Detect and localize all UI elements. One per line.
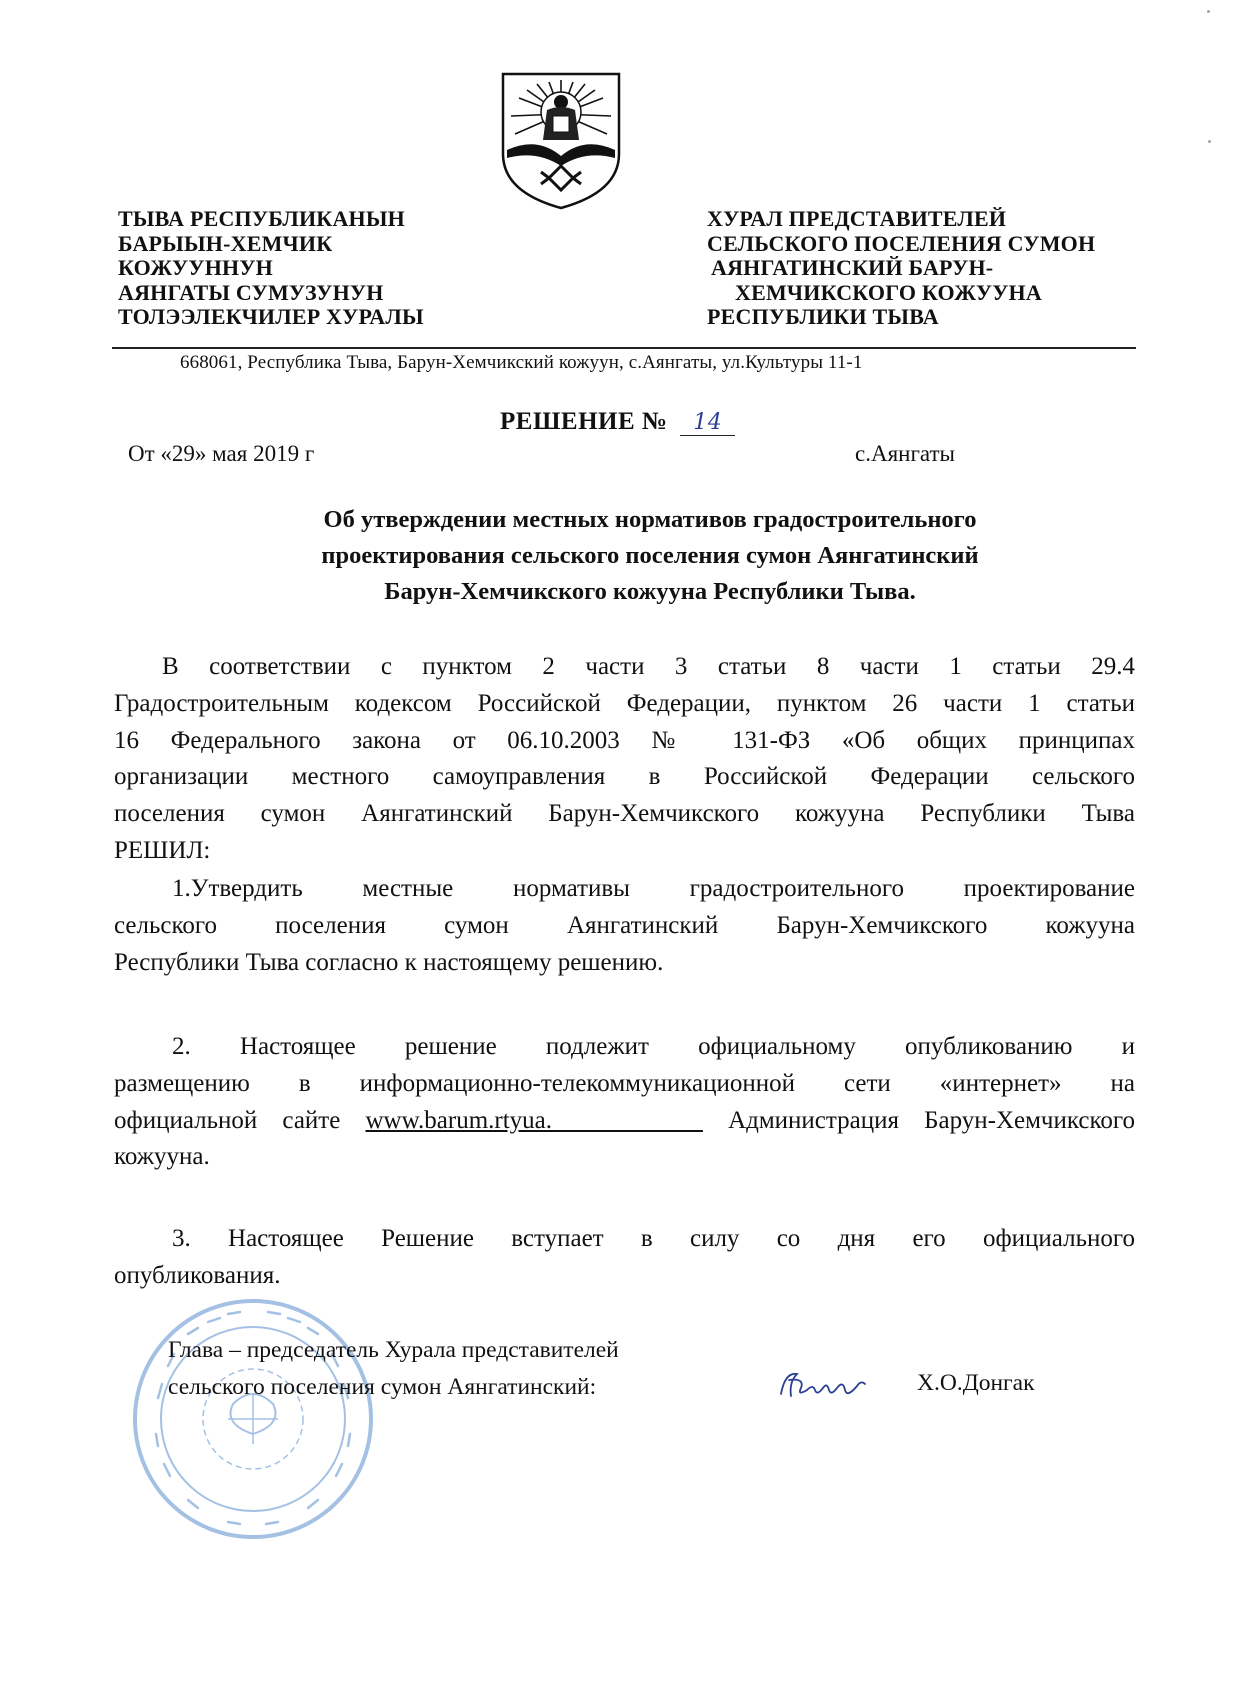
coat-of-arms-emblem [497,70,625,210]
body-line: организации местного самоуправления в Российской Федерации сельского [114,763,1135,791]
body-line: 1.Утвердить местные нормативы градостроительного проектирование [172,875,1135,902]
body-line: сельского поселения сумон Аянгатинский Барун-Хемчикского кожууна [114,911,1135,939]
decision-label: РЕШЕНИЕ № [500,408,668,435]
header-right-block [707,207,1095,330]
header-right-line: ХЕМЧИКСКОГО КОЖУУНА [735,279,1042,305]
decision-subject [200,502,1100,610]
signer-position [168,1332,619,1406]
link-underline-gap [552,1107,703,1134]
decision-place: с.Аянгаты [855,441,956,466]
item-3-paragraph [114,1221,1135,1295]
header-right-line: ХУРАЛ ПРЕДСТАВИТЕЛЕЙ [707,206,1007,231]
header-right-line: РЕСПУБЛИКИ ТЫВА [707,304,939,329]
body-line-with-link [114,1103,1135,1140]
scan-speck [1208,140,1211,143]
website-link[interactable]: www.barum.rtyua. [365,1106,553,1134]
signer-position-line: сельского поселения сумон Аянгатинский: [168,1374,597,1400]
header-left-line: ТЫВА РЕСПУБЛИКАНЫН [118,206,405,231]
decision-title [500,408,735,436]
body-text-segment: Администрация Барун-Хемчикского [728,1106,1135,1134]
scan-speck [1207,10,1210,13]
body-line: поселения сумон Аянгатинский Барун-Хемчикского кожууна Республики Тыва [114,800,1135,828]
header-left-line: АЯНГАТЫ СУМУЗУНУН [118,279,384,305]
address-line: 668061, Республика Тыва, Барун-Хемчикский кожуун, с.Аянгаты, ул.Культуры 11-1 [180,352,863,373]
body-text-segment: официальной сайте [114,1106,366,1134]
header-left-line: КОЖУУННУН [118,255,273,280]
item-2-paragraph [114,1029,1135,1176]
header-divider [112,347,1136,349]
body-line: Градостроительным кодексом Российской Федерации, пунктом 26 части 1 статьи [114,689,1135,717]
header-right-line: СЕЛЬСКОГО ПОСЕЛЕНИЯ СУМОН [707,230,1096,256]
preamble-paragraph [114,649,1135,870]
subject-line: Барун-Хемчикского кожууна Республики Тыва. [384,578,916,605]
signer-name: Х.О.Донгак [917,1370,1035,1396]
header-left-block [118,207,424,330]
header-left-line: БАРЫЫН-ХЕМЧИК [118,230,333,256]
body-line: 2. Настоящее решение подлежит официальному опубликованию и [172,1033,1135,1060]
header-left-line: ТОЛЭЭЛЕКЧИЛЕР ХУРАЛЫ [118,304,424,329]
decision-number: 14 [680,411,735,436]
body-line: РЕШИЛ: [114,836,211,864]
body-line: опубликования. [114,1261,281,1289]
body-line: размещению в информационно-телекоммуникационной сети «интернет» на [114,1069,1135,1097]
body-line: В соответствии с пунктом 2 части 3 статьи 8 части 1 статьи 29.4 [162,653,1135,680]
item-1-paragraph [114,871,1135,981]
header-right-line: АЯНГАТИНСКИЙ БАРУН- [711,255,994,280]
body-line: Республики Тыва согласно к настоящему решению. [114,948,664,976]
body-line: 16 Федерального закона от 06.10.2003 № 131-ФЗ «Об общих принципах [114,726,1135,754]
subject-line: проектирования сельского поселения сумон Аянгатинский [321,542,979,569]
body-line: кожууна. [114,1143,210,1171]
handwritten-signature [775,1366,870,1402]
signer-position-line: Глава – председатель Хурала представителей [168,1337,619,1363]
subject-line: Об утверждении местных нормативов градостроительного [323,506,977,533]
decision-date: От «29» мая 2019 г [128,441,315,466]
body-line: 3. Настоящее Решение вступает в силу со дня его официального [172,1225,1135,1252]
